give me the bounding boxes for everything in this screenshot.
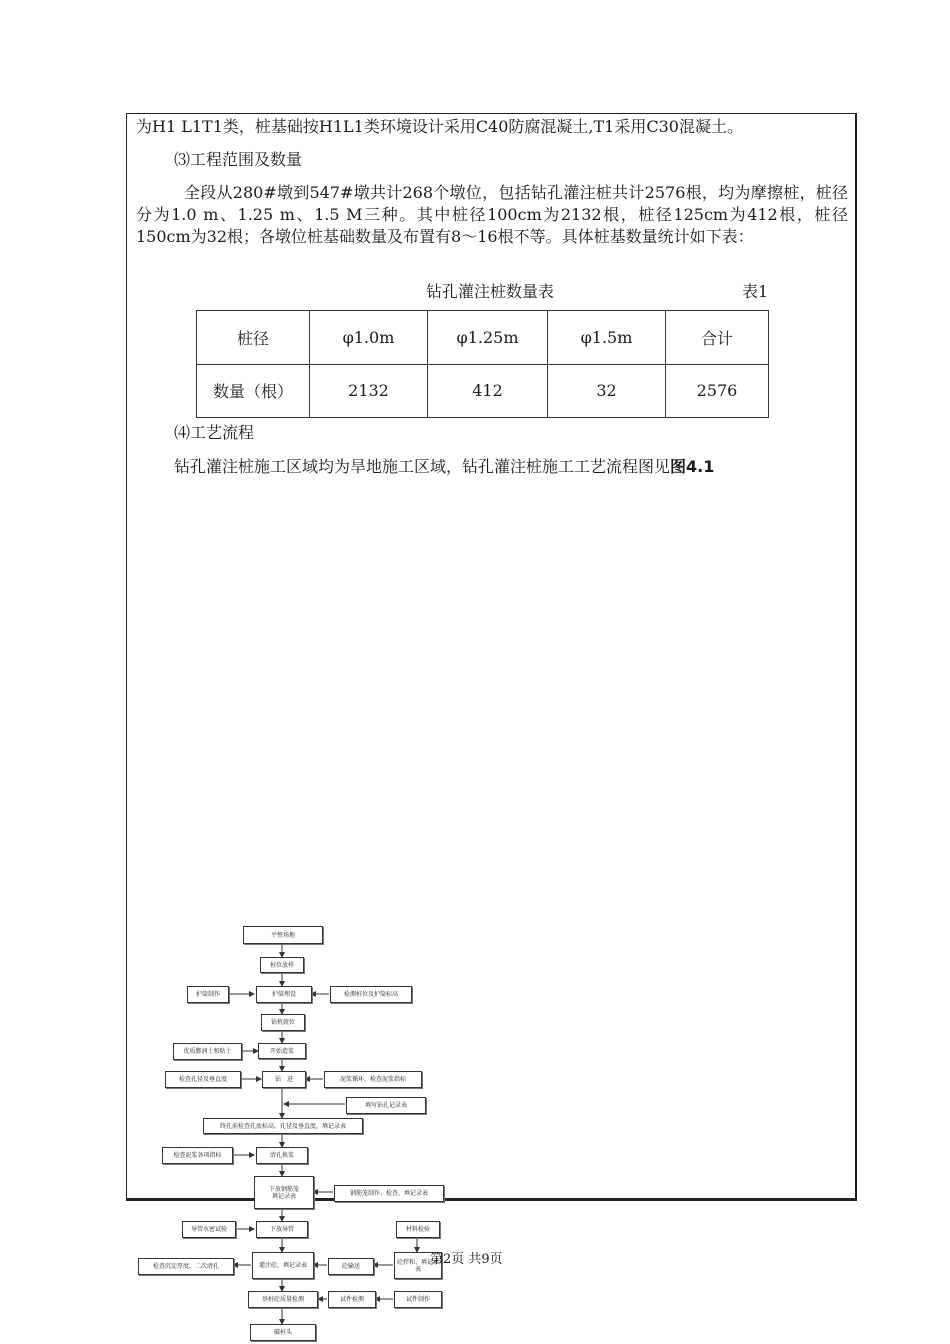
- flow-side-check-slurry: 检查泥浆各项指标: [162, 1147, 233, 1164]
- flow-step-pour-concrete: 灌注砼，填记录表: [252, 1252, 314, 1279]
- table-cell: 2132: [310, 364, 428, 418]
- flow-step-break-pile-head: 破桩头: [250, 1324, 316, 1341]
- table-cell: 32: [548, 364, 666, 418]
- flow-step-lower-cage: 下放钢筋笼 填记录表: [254, 1176, 314, 1209]
- flow-step-casing-burial: 护筒埋设: [256, 986, 312, 1003]
- section-heading-4: ⑷工艺流程: [174, 423, 255, 442]
- paragraph-process-text: 钻孔灌注桩施工区域均为旱地施工区域，钻孔灌注桩施工工艺流程图见: [174, 457, 671, 476]
- table-number: 表1: [742, 282, 769, 301]
- flow-side-conduit-test: 导管水密试验: [182, 1221, 236, 1238]
- figure-reference: 图4.1: [670, 457, 715, 476]
- flow-concrete-specimen-making: 试件制作: [394, 1291, 442, 1308]
- flow-step-pile-layout: 桩位放样: [260, 957, 304, 973]
- paragraph-scope: 全段从280#墩到547#墩共计268个墩位，包括钻孔灌注桩共计2576根，均为摩擦桩，桩径分为1.0 m、1.25 m、1.5 M三种。其中桩径100cm为2132根，桩径125cm为412根，桩径150cm为32根；各墩位桩基础数量及布置有8～16根不等。具体桩基数量统计如下表：: [136, 183, 848, 246]
- flow-side-check-pile-position: 检测桩位及护筒标高: [330, 986, 412, 1003]
- flow-side-casing-fabrication: 护筒制作: [187, 986, 229, 1003]
- table-cell: 2576: [666, 364, 769, 418]
- flow-side-sediment-check: 检查沉淀厚度，二次清孔: [138, 1258, 234, 1275]
- flow-step-level-site: 平整场地: [243, 926, 323, 944]
- table-header-cell: φ1.0m: [310, 311, 428, 365]
- table-header-cell: φ1.5m: [548, 311, 666, 365]
- page-footer: 第2页 共9页: [430, 1252, 503, 1267]
- flow-step-hole-cleaning: 清孔换浆: [256, 1147, 308, 1164]
- text-line-1: 为H1 L1T1类，桩基础按H1L1类环境设计采用C40防腐混凝土,T1采用C30混凝土。: [136, 117, 743, 136]
- table-title: 钻孔灌注桩数量表: [426, 282, 555, 301]
- flow-step-quality-test: 基桩砼质量检测: [248, 1291, 318, 1308]
- flow-step-drilling: 钻 进: [262, 1071, 306, 1088]
- flow-concrete-transport: 砼输送: [328, 1258, 374, 1275]
- flow-side-slurry-circulation: 泥浆循环、检查泥浆指标: [324, 1071, 422, 1088]
- flow-side-bentonite: 优质膨润土和粘土: [173, 1043, 242, 1060]
- table-cell: 412: [428, 364, 548, 418]
- table-header-cell: 合计: [666, 311, 769, 365]
- flow-concrete-mixing: 砼拌和、填记录表: [394, 1252, 442, 1279]
- table-header-cell: φ1.25m: [428, 311, 548, 365]
- table-header-cell: 桩径: [197, 311, 310, 365]
- flow-side-drilling-record: 填写钻孔记录表: [346, 1097, 426, 1114]
- section-heading-3: ⑶工程范围及数量: [174, 150, 303, 169]
- flow-step-start-slurry: 开始造浆: [258, 1043, 306, 1059]
- flow-side-check-diameter: 检查孔径及垂直度: [165, 1071, 241, 1088]
- flow-step-rig-position: 钻机就位: [261, 1014, 305, 1031]
- flow-concrete-material-check: 材料检验: [396, 1221, 440, 1238]
- flow-concrete-specimen-test: 试件检测: [328, 1291, 376, 1308]
- flow-step-lower-conduit: 下放导管: [256, 1221, 308, 1238]
- table-cell: 数量（根）: [197, 364, 310, 418]
- flow-step-final-hole-check: 终孔前检查孔底标高、孔径及垂直度，填记录表: [203, 1118, 363, 1134]
- flow-side-cage-fabrication: 钢筋笼制作、检查、填记录表: [334, 1185, 444, 1202]
